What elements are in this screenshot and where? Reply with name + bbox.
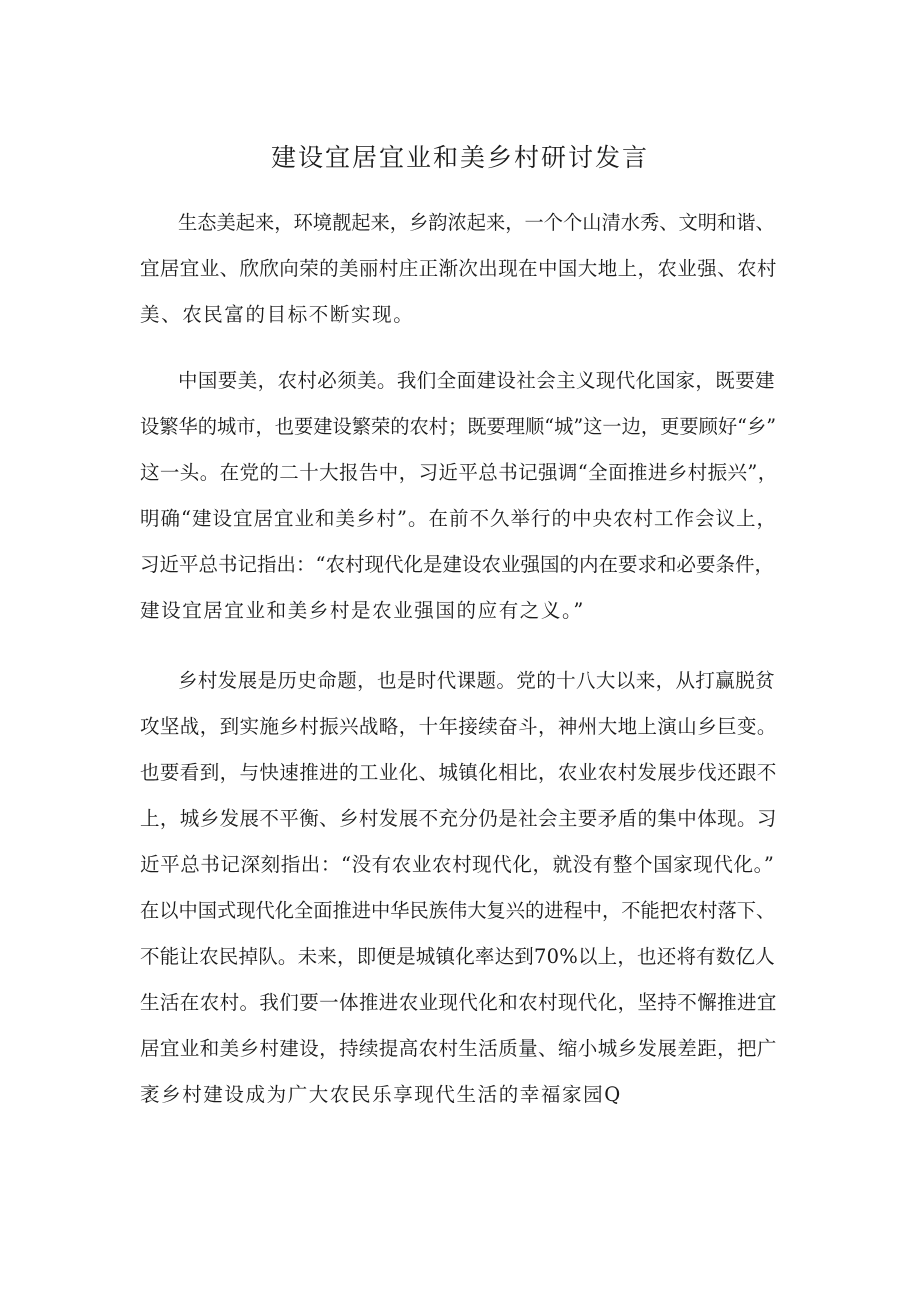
paragraph-3-line-2: 攻坚战，到实施乡村振兴战略，十年接续奋斗，神州大地上演山乡巨变。 — [140, 715, 777, 738]
document-title: 建设宜居宜业和美乡村研讨发言 — [270, 143, 649, 172]
paragraph-3-line-1: 乡村发展是历史命题，也是时代课题。党的十八大以来，从打赢脱贫 — [178, 669, 776, 692]
paragraph-2-line-1: 中国要美，农村必须美。我们全面建设社会主义现代化国家，既要建 — [178, 369, 776, 392]
paragraph-3-line-10: 袤乡村建设成为广大农民乐享现代生活的幸福家园Q — [140, 1083, 622, 1106]
paragraph-3-line-7: 不能让农民掉队。未来，即便是城镇化率达到70%以上，也还将有数亿人 — [140, 945, 775, 968]
paragraph-2-line-2: 设繁华的城市，也要建设繁荣的农村；既要理顺“城”这一边，更要顾好“乡” — [140, 415, 777, 438]
paragraph-3-line-9: 居宜业和美乡村建设，持续提高农村生活质量、缩小城乡发展差距，把广 — [140, 1037, 777, 1060]
paragraph-2-line-4: 明确“建设宜居宜业和美乡村”。在前不久举行的中央农村工作会议上， — [140, 507, 777, 530]
paragraph-3-line-4: 上，城乡发展不平衡、乡村发展不充分仍是社会主要矛盾的集中体现。习 — [140, 807, 777, 830]
paragraph-1-line-3: 美、农民富的目标不断实现。 — [140, 303, 415, 326]
paragraph-3-line-3: 也要看到，与快速推进的工业化、城镇化相比，农业农村发展步伐还跟不 — [140, 761, 777, 784]
paragraph-3-line-6: 在以中国式现代化全面推进中华民族伟大复兴的进程中，不能把农村落下、 — [140, 899, 776, 922]
paragraph-2-line-6: 建设宜居宜业和美乡村是农业强国的应有之义。” — [140, 599, 585, 622]
paragraph-3-line-5: 近平总书记深刻指出：“没有农业农村现代化，就没有整个国家现代化。” — [140, 853, 775, 876]
paragraph-3-line-8: 生活在农村。我们要一体推进农业现代化和农村现代化，坚持不懈推进宜 — [140, 991, 777, 1014]
paragraph-1-line-2: 宜居宜业、欣欣向荣的美丽村庄正渐次出现在中国大地上，农业强、农村 — [140, 257, 777, 280]
paragraph-1-line-1: 生态美起来，环境靓起来，乡韵浓起来，一个个山清水秀、文明和谐、 — [178, 211, 775, 234]
paragraph-2-line-5: 习近平总书记指出：“农村现代化是建设农业强国的内在要求和必要条件， — [140, 553, 774, 576]
paragraph-2-line-3: 这一头。在党的二十大报告中，习近平总书记强调“全面推进乡村振兴”， — [140, 461, 778, 484]
